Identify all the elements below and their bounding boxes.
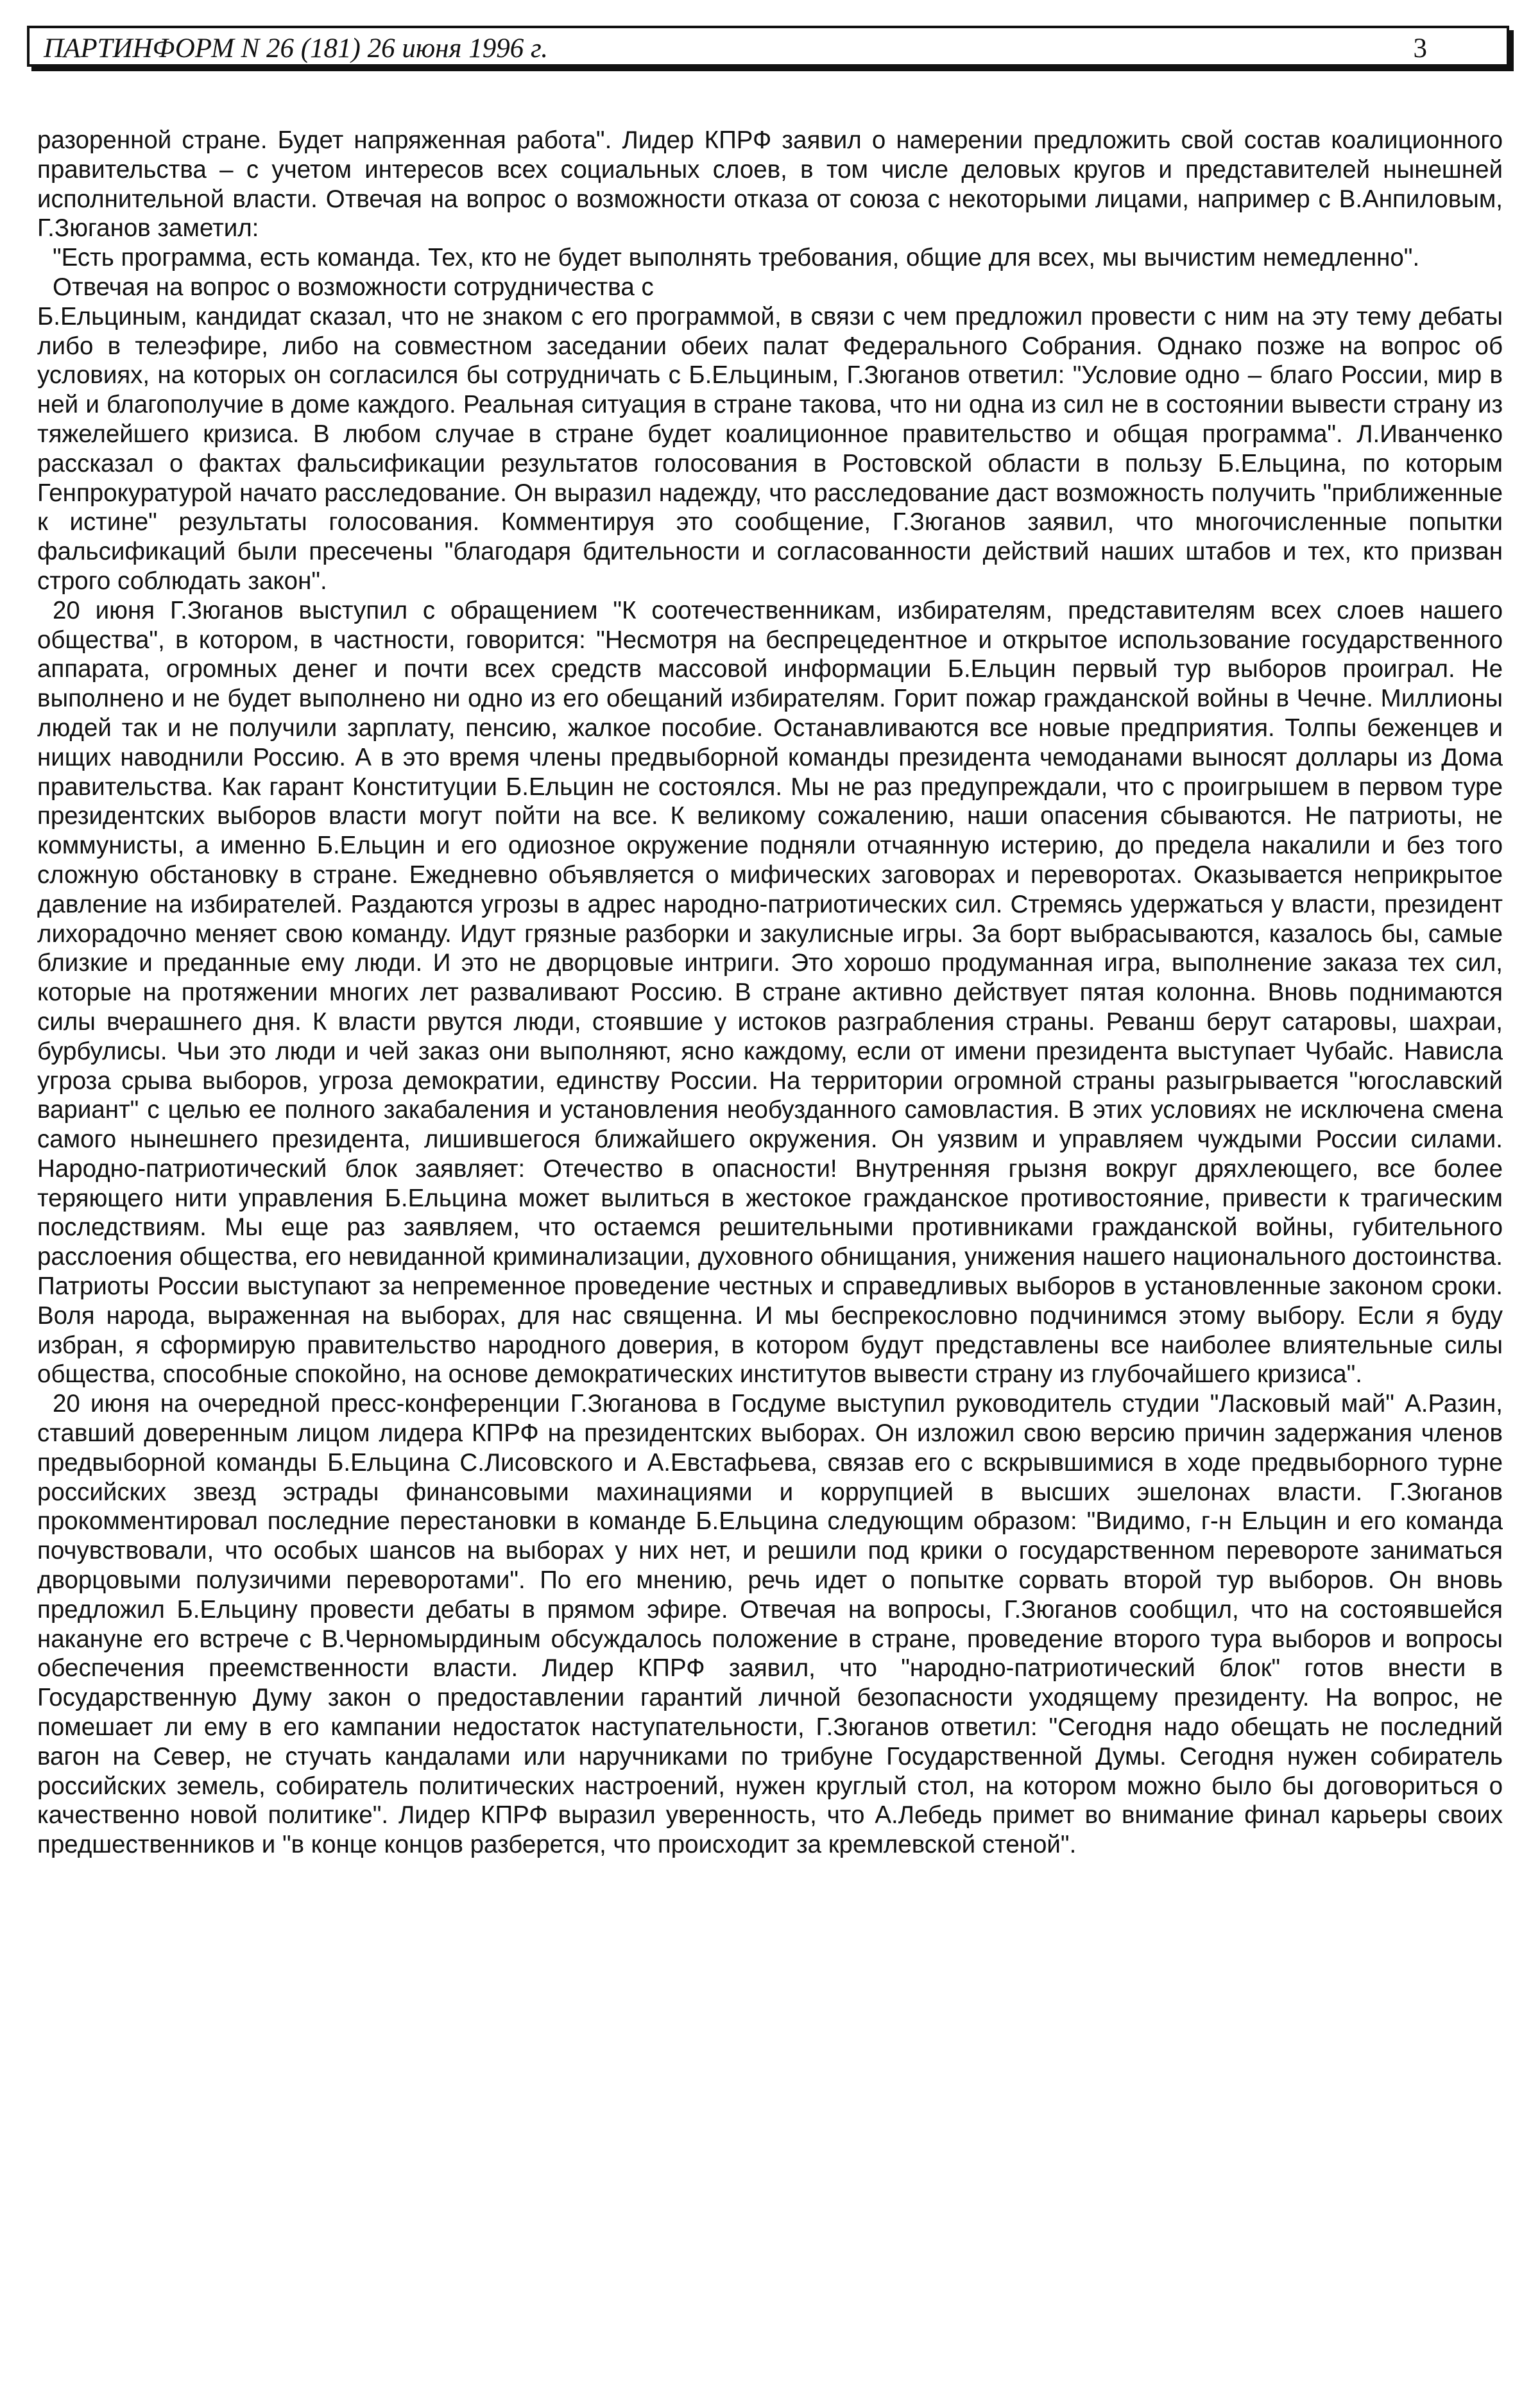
article-paragraph: Отвечая на вопрос о возможности сотрудничества с xyxy=(53,273,654,301)
publication-title: ПАРТИНФОРМ N 26 (181) 26 июня 1996 г. xyxy=(44,33,548,64)
article-paragraph: разоренной стране. Будет напряженная работа". Лидер КПРФ заявил о намерении предложить свой состав коалиционного правительства – с учетом интересов всех социальных слоев, в том числе деловых кругов и представителей нынешней исполнительной власти. Отвечая на вопрос о возможности отказа от союза с некоторыми лицами, например с В.Анпиловым, Г.Зюганов заметил: xyxy=(37,126,1503,243)
article-paragraph: 20 июня на очередной пресс-конференции Г.Зюганова в Госдуме выступил руководитель студии "Ласковый май" А.Разин, ставший доверенным лицом лидера КПРФ на президентских выборах. Он изложил свою версию причин задержания членов предвыборной команды Б.Ельцина С.Лисовского и А.Евстафьева, связав его с вскрывшимися в ходе предвыборного турне российских звезд эстрады финансовыми махинациями и коррупцией в высших эшелонах власти. Г.Зюганов прокомментировал последние перестановки в команде Б.Ельцина следующим образом: "Видимо, г-н Ельцин и его команда почувствовали, что особых шансов на выборах у них нет, и решили под крики о государственном перевороте заниматься дворцовыми полузичими переворотами". По его мнению, речь идет о попытке сорвать второй тур выборов. Он вновь предложил Б.Ельцину провести дебаты в прямом эфире. Отвечая на вопросы, Г.Зюганов сообщил, что на состоявшейся накануне его встрече с В.Черномырдиным обсуждалось положение в стране, проведение второго тура выборов и вопросы обеспечения преемственности власти. Лидер КПРФ заявил, что "народно-патриотический блок" готов внести в Государственную Думу закон о предоставлении гарантий личной безопасности уходящему президенту. На вопрос, не помешает ли ему в его кампании недостаток наступательности, Г.Зюганов ответил: "Сегодня надо обещать не последний вагон на Север, не стучать кандалами или наручниками по трибуне Государственной Думы. Сегодня нужен собиратель российских земель, собиратель политических настроений, нужен круглый стол, на котором можно было бы договориться о качественно новой политике". Лидер КПРФ выразил уверенность, что А.Лебедь примет во внимание финал карьеры своих предшественников и "в конце концов разберется, что происходит за кремлевской стеной". xyxy=(37,1390,1503,1859)
article-body xyxy=(37,126,1503,2346)
page-header xyxy=(27,26,1509,67)
page-number: 3 xyxy=(1413,33,1427,64)
article-paragraph: Б.Ельциным, кандидат сказал, что не знаком с его программой, в связи с чем предложил провести с ним на эту тему дебаты либо в телеэфире, либо на совместном заседании обеих палат Федерального Собрания. Однако позже на вопрос об условиях, на которых он согласился бы сотрудничать с Б.Ельциным, Г.Зюганов ответил: "Условие одно – благо России, мир в ней и благополучие в доме каждого. Реальная ситуация в стране такова, что ни одна из сил не в состоянии вывести страну из тяжелейшего кризиса. В любом случае в стране будет коалиционное правительство и общая программа". Л.Иванченко рассказал о фактах фальсификации результатов голосования в Ростовской области в пользу Б.Ельцина, по которым Генпрокуратурой начато расследование. Он выразил надежду, что расследование даст возможность получить "приближенные к истине" результаты голосования. Комментируя это сообщение, Г.Зюганов заявил, что многочисленные попытки фальсификаций были пресечены "благодаря бдительности и согласованности действий наших штабов и тех, кто призван строго соблюдать закон". xyxy=(37,302,1503,595)
article-paragraph: 20 июня Г.Зюганов выступил с обращением "К соотечественникам, избирателям, представителям всех слоев нашего общества", в котором, в частности, говорится: "Несмотря на беспрецедентное и открытое использование государственного аппарата, огромных денег и почти всех средств массовой информации Б.Ельцин первый тур выборов проиграл. Не выполнено и не будет выполнено ни одно из его обещаний избирателям. Горит пожар гражданской войны в Чечне. Миллионы людей так и не получили зарплату, пенсию, жалкое пособие. Останавливаются все новые предприятия. Толпы беженцев и нищих наводнили Россию. А в это время члены предвыборной команды президента чемоданами выносят доллары из Дома правительства. Как гарант Конституции Б.Ельцин не состоялся. Мы не раз предупреждали, что с проигрышем в первом туре президентских выборов власти могут пойти на все. К великому сожалению, наши опасения сбываются. Не патриоты, не коммунисты, а именно Б.Ельцин и его одиозное окружение подняли отчаянную истерию, до предела накалили и без того сложную обстановку в стране. Ежедневно объявляется о мифических заговорах и переворотах. Оказывается неприкрытое давление на избирателей. Раздаются угрозы в адрес народно-патриотических сил. Стремясь удержаться у власти, президент лихорадочно меняет свою команду. Идут грязные разборки и закулисные игры. За борт выбрасываются, казалось бы, самые близкие и преданные ему люди. И это не дворцовые интриги. Это хорошо продуманная игра, выполнение заказа тех сил, которые на протяжении многих лет разваливают Россию. В стране активно действует пятая колонна. Вновь поднимаются силы вчерашнего дня. К власти рвутся люди, стоявшие у истоков разграбления страны. Реванш берут сатаровы, шахраи, бурбулисы. Чьи это люди и чей заказ они выполняют, ясно каждому, если от имени президента выступает Чубайс. Нависла угроза срыва выборов, угроза демократии, единству России. На территории огромной страны разыгрывается "югославский вариант" с целью ее полного закабаления и установления необузданного самовластия. В этих условиях не исключена смена самого нынешнего президента, лишившегося ближайшего окружения. Он уязвим и управляем чуждыми России силами. Народно-патриотический блок заявляет: Отечество в опасности! Внутренняя грызня вокруг дряхлеющего, все более теряющего нити управления Б.Ельцина может вылиться в жестокое гражданское противостояние, привести к трагическим последствиям. Мы еще раз заявляем, что остаемся решительными противниками гражданской войны, губительного расслоения общества, его невиданной криминализации, духовного обнищания, унижения нашего национального достоинства. Патриоты России выступают за непременное проведение честных и справедливых выборов в установленные законом сроки. Воля народа, выраженная на выборах, для нас священна. И мы беспрекословно подчинимся этому выбору. Если я буду избран, я сформирую правительство народного доверия, в котором будут представлены все наиболее влиятельные силы общества, способные спокойно, на основе демократических институтов вывести страну из глубочайшего кризиса". xyxy=(37,596,1503,1389)
article-paragraph: "Есть программа, есть команда. Тех, кто не будет выполнять требования, общие для всех, мы вычистим немедленно". xyxy=(53,244,1420,272)
